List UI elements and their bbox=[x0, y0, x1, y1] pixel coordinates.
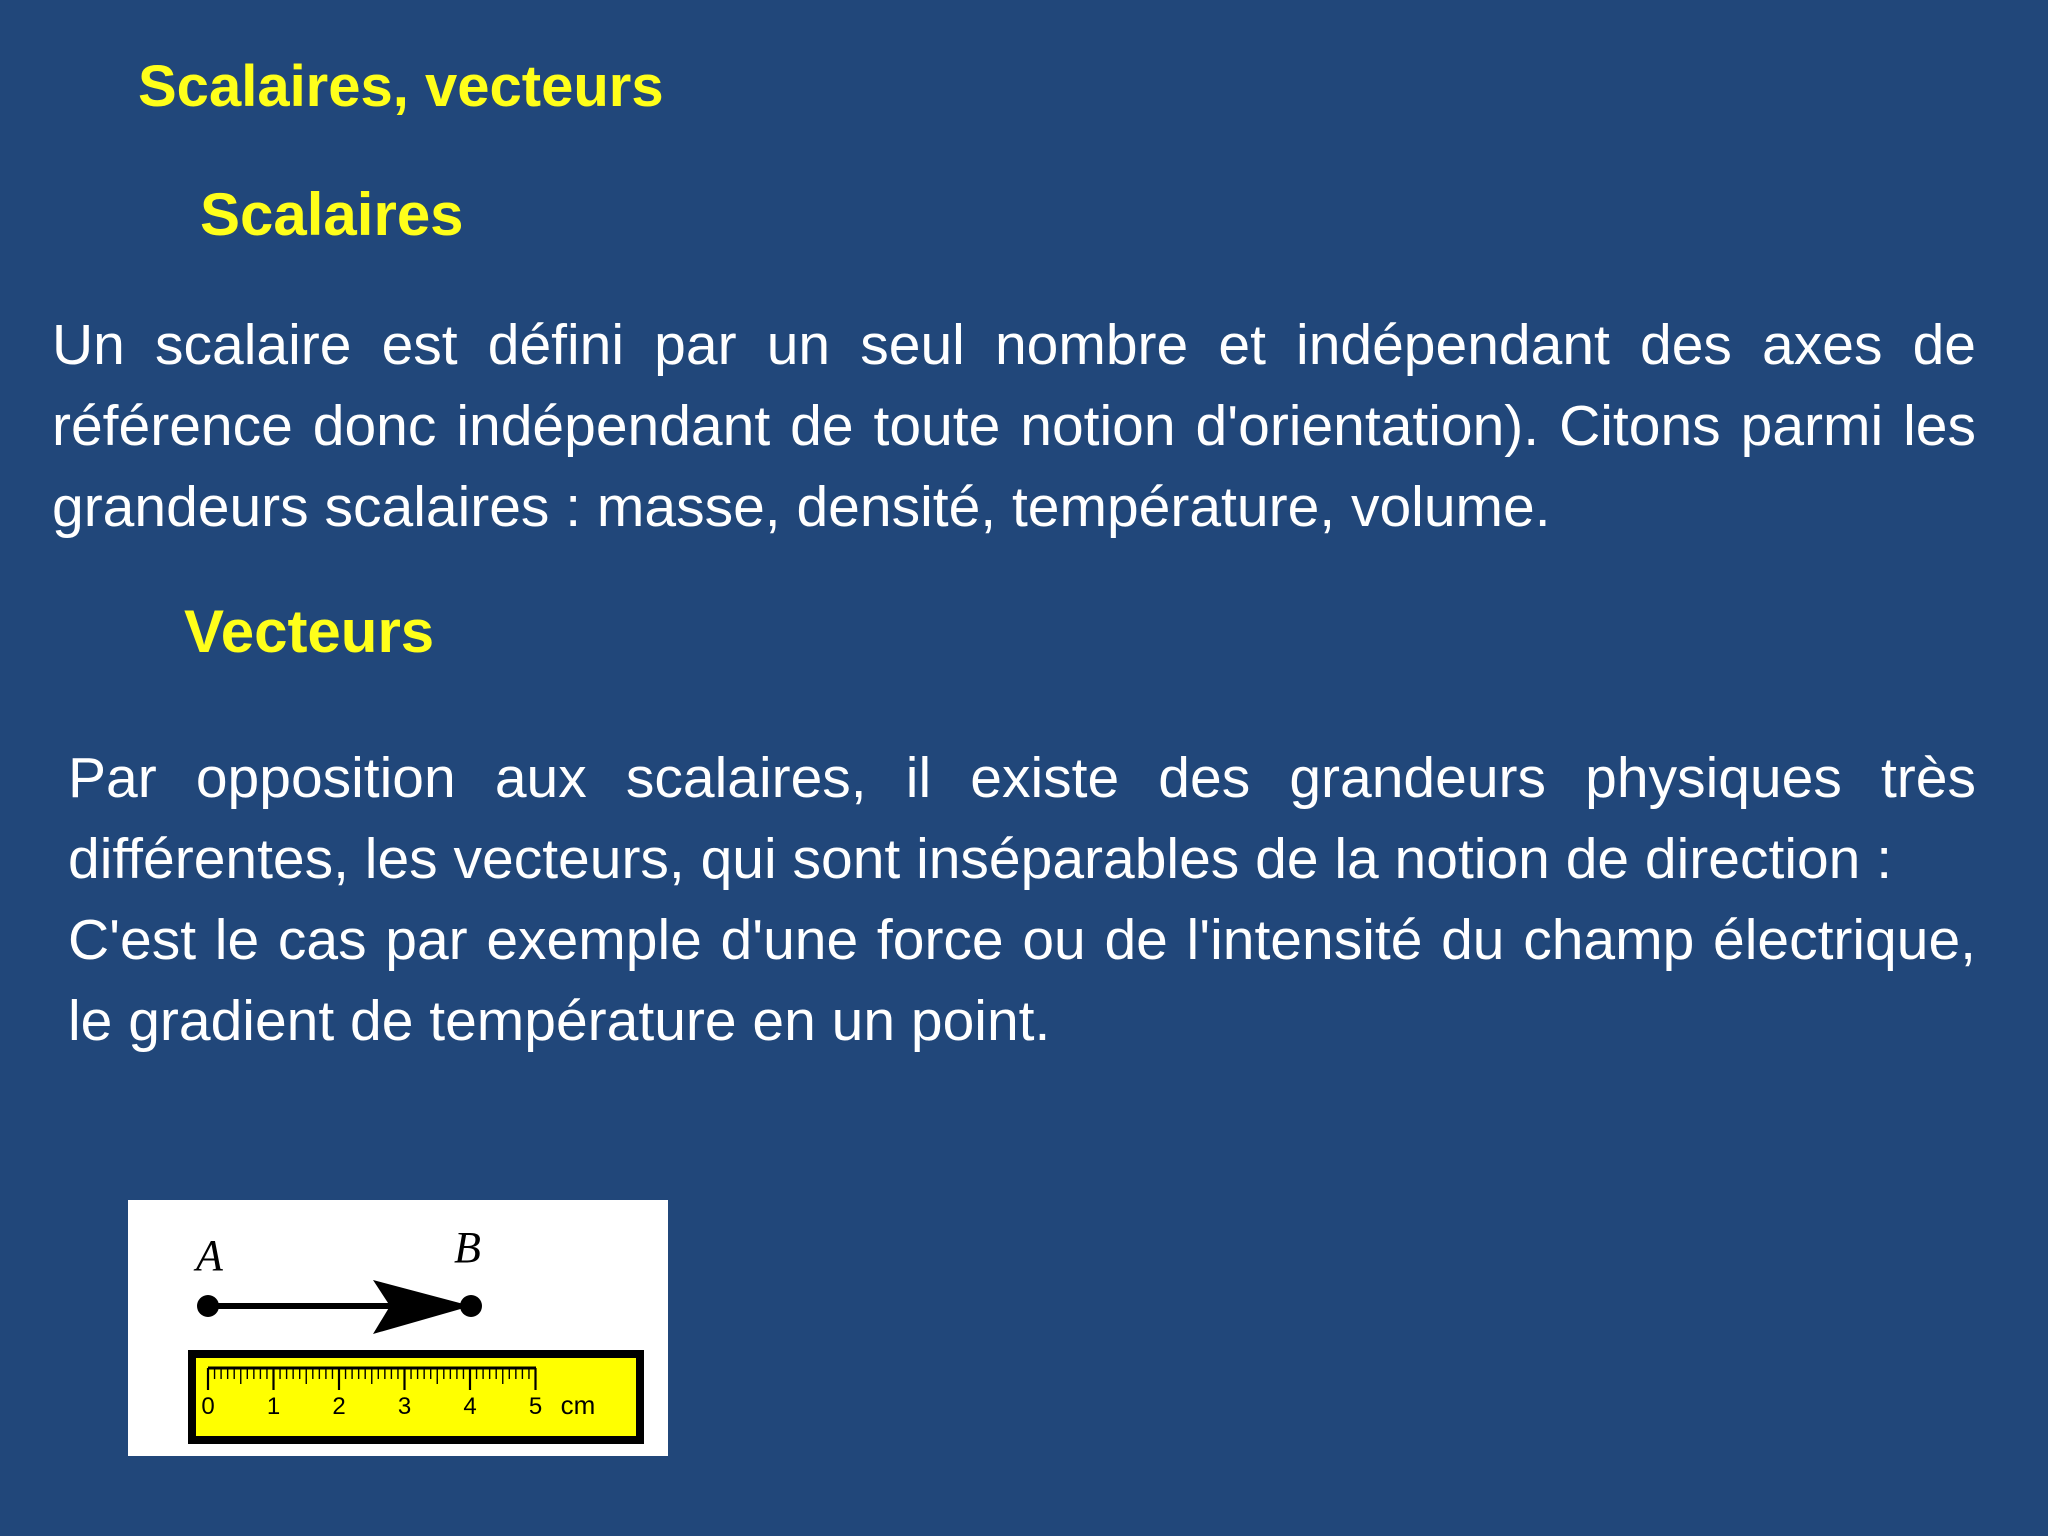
ruler-label: 5 bbox=[528, 1393, 543, 1420]
point-a-dot bbox=[197, 1295, 219, 1317]
ruler-label: 0 bbox=[201, 1393, 215, 1420]
paragraph-vecteurs-line-1: Par opposition aux scalaires, il existe des grandeurs physiques très différentes, les vecteurs, qui sont inséparables de la notion de direction : bbox=[68, 746, 1976, 891]
paragraph-vecteurs bbox=[68, 738, 1976, 1062]
ruler-label: 4 bbox=[463, 1393, 477, 1420]
section-heading-scalaires: Scalaires bbox=[200, 181, 464, 248]
vector-ruler-diagram bbox=[128, 1200, 668, 1456]
ruler-label: 3 bbox=[397, 1393, 412, 1420]
vector-ruler-figure bbox=[128, 1200, 668, 1456]
point-b-label: B bbox=[454, 1223, 481, 1272]
paragraph-scalaires: Un scalaire est défini par un seul nombre et indépendant des axes de référence donc indépendant de toute notion d'orientation). Citons parmi les grandeurs scalaires : masse, densité, température, volume. bbox=[52, 313, 1976, 539]
slide-title: Scalaires, vecteurs bbox=[138, 54, 664, 119]
ruler-unit-label: cm bbox=[560, 1390, 596, 1420]
point-b-dot bbox=[460, 1295, 482, 1317]
ruler-label: 1 bbox=[266, 1393, 281, 1420]
paragraph-vecteurs-line-2: C'est le cas par exemple d'une force ou de l'intensité du champ électrique, le gradient de température en un point. bbox=[68, 908, 1976, 1053]
ruler-label: 2 bbox=[332, 1393, 346, 1420]
point-a-label: A bbox=[196, 1231, 223, 1280]
section-heading-vecteurs: Vecteurs bbox=[184, 598, 435, 665]
